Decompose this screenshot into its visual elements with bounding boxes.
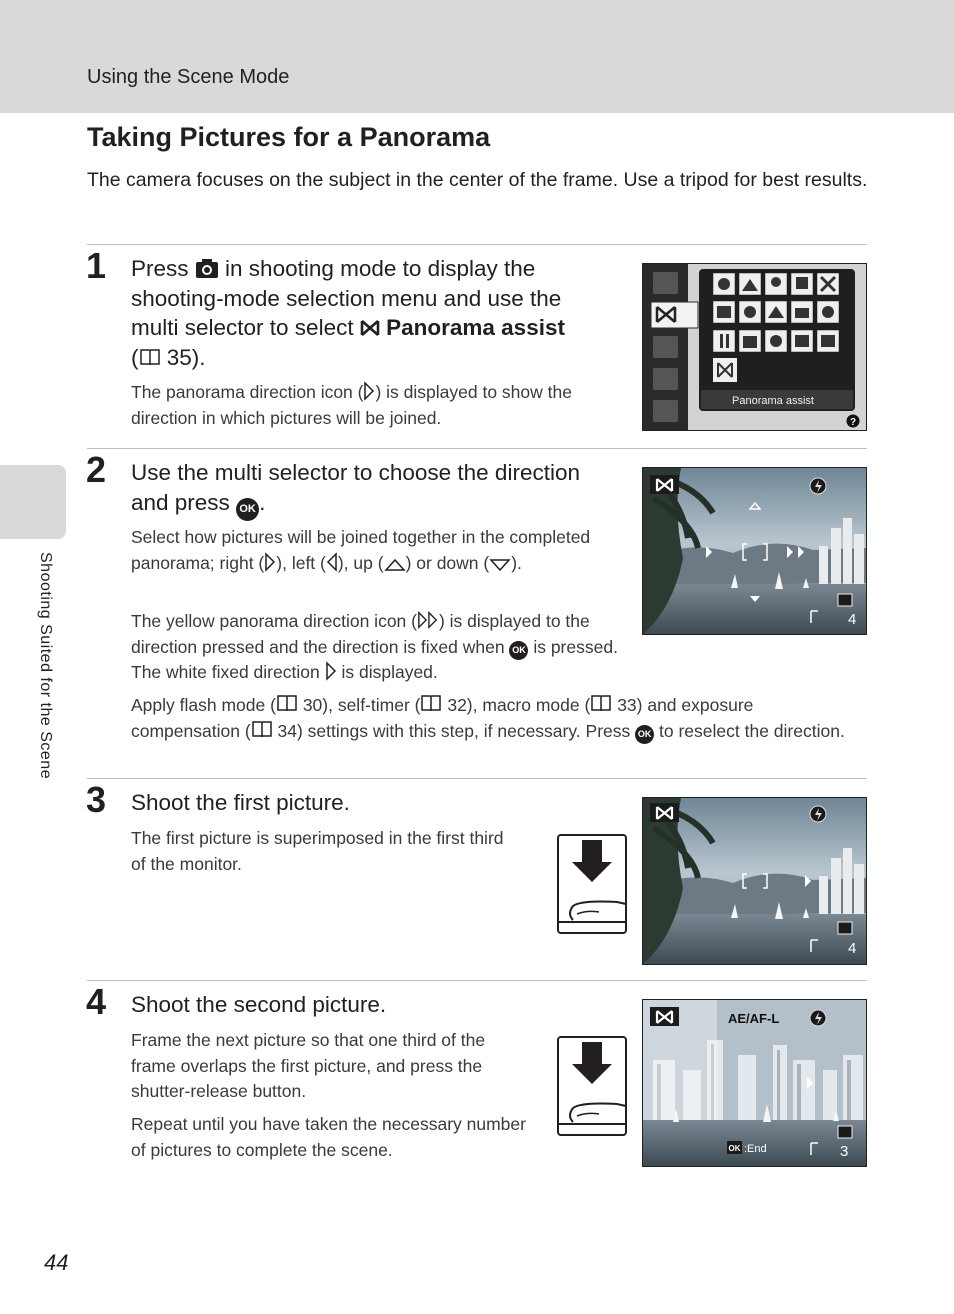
step-2-para-1: Select how pictures will be joined together in the completed panorama; right ( ), left ( ), up ( ) or down ( ). bbox=[131, 527, 591, 573]
book-ref-icon bbox=[590, 693, 612, 713]
step-number: 3 bbox=[86, 779, 107, 820]
book-ref-icon bbox=[251, 719, 273, 739]
direction-select-screenshot bbox=[642, 467, 867, 635]
step-1-title: Press in shooting mode to display the shooting-mode selection menu and use the multi selector to select Panorama assist ( 35). bbox=[131, 256, 565, 370]
page-title: Taking Pictures for a Panorama bbox=[87, 122, 491, 152]
book-ref-icon bbox=[420, 693, 442, 713]
step-number: 1 bbox=[86, 245, 107, 286]
section-title: Using the Scene Mode bbox=[87, 66, 290, 88]
chapter-tab bbox=[0, 465, 66, 539]
camera-icon bbox=[195, 257, 219, 279]
shots-remaining: 4 bbox=[848, 611, 857, 628]
header-band bbox=[0, 0, 954, 113]
direction-up-icon bbox=[384, 558, 406, 572]
first-picture-screenshot bbox=[642, 797, 867, 965]
shots-remaining: 4 bbox=[848, 940, 857, 957]
step-2-title: Use the multi selector to choose the direction and press OK . bbox=[131, 458, 621, 521]
chapter-label: Shooting Suited for the Scene bbox=[37, 552, 54, 780]
direction-left-icon bbox=[326, 552, 338, 572]
help-icon: ? bbox=[849, 417, 857, 428]
step-number: 2 bbox=[86, 449, 107, 490]
book-ref-icon bbox=[276, 693, 298, 713]
step-4-body-2: Repeat until you have taken the necessary number of pictures to complete the scene. bbox=[131, 1114, 526, 1160]
ok-button-icon: OK bbox=[635, 725, 654, 744]
ae-af-lock-indicator: AE/AF-L bbox=[728, 1011, 780, 1026]
divider bbox=[87, 244, 867, 245]
divider bbox=[87, 980, 867, 981]
end-label: :End bbox=[744, 1143, 767, 1155]
divider bbox=[87, 448, 867, 449]
step-number: 4 bbox=[86, 981, 107, 1022]
menu-label: Panorama assist bbox=[732, 395, 814, 407]
step-2-para-2: The yellow panorama direction icon ( ) is displayed to the direction pressed and the direction is fixed when OK is pressed. The white fixed direction is displayed. bbox=[131, 611, 618, 682]
direction-pair-icon bbox=[417, 610, 439, 630]
ok-button-icon: OK bbox=[236, 498, 259, 521]
direction-down-icon bbox=[489, 558, 511, 572]
direction-right-icon bbox=[325, 661, 337, 681]
scene-menu-screenshot bbox=[642, 263, 867, 431]
intro-paragraph: The camera focuses on the subject in the center of the frame. Use a tripod for best results. bbox=[87, 169, 868, 191]
step-3-body: The first picture is superimposed in the first third of the monitor. bbox=[131, 828, 504, 874]
ok-button-icon: OK bbox=[728, 1144, 741, 1153]
step-4-body-1: Frame the next picture so that one third of the frame overlaps the first picture, and press the shutter-release button. bbox=[131, 1030, 486, 1101]
step-3-title: Shoot the first picture. bbox=[131, 790, 350, 815]
panorama-icon bbox=[360, 318, 380, 338]
second-picture-screenshot bbox=[642, 999, 867, 1167]
shutter-press-icon bbox=[557, 1036, 627, 1136]
step-4-title: Shoot the second picture. bbox=[131, 992, 387, 1017]
direction-right-icon bbox=[264, 552, 276, 572]
step-2-para-3: Apply flash mode ( 30), self-timer ( 32), macro mode ( 33) and exposure compensation ( 34) settings with this step, if necessary. Press OK to reselect the direction. bbox=[131, 693, 851, 744]
step-1-body: The panorama direction icon ( ) is displayed to show the direction in which pictures will be joined. bbox=[131, 382, 572, 428]
book-ref-icon bbox=[139, 347, 161, 367]
shutter-press-icon bbox=[557, 834, 627, 934]
direction-right-icon bbox=[363, 381, 375, 401]
shots-remaining: 3 bbox=[840, 1143, 849, 1160]
page-number: 44 bbox=[44, 1250, 69, 1275]
ok-button-icon: OK bbox=[509, 641, 528, 660]
divider bbox=[87, 778, 867, 779]
